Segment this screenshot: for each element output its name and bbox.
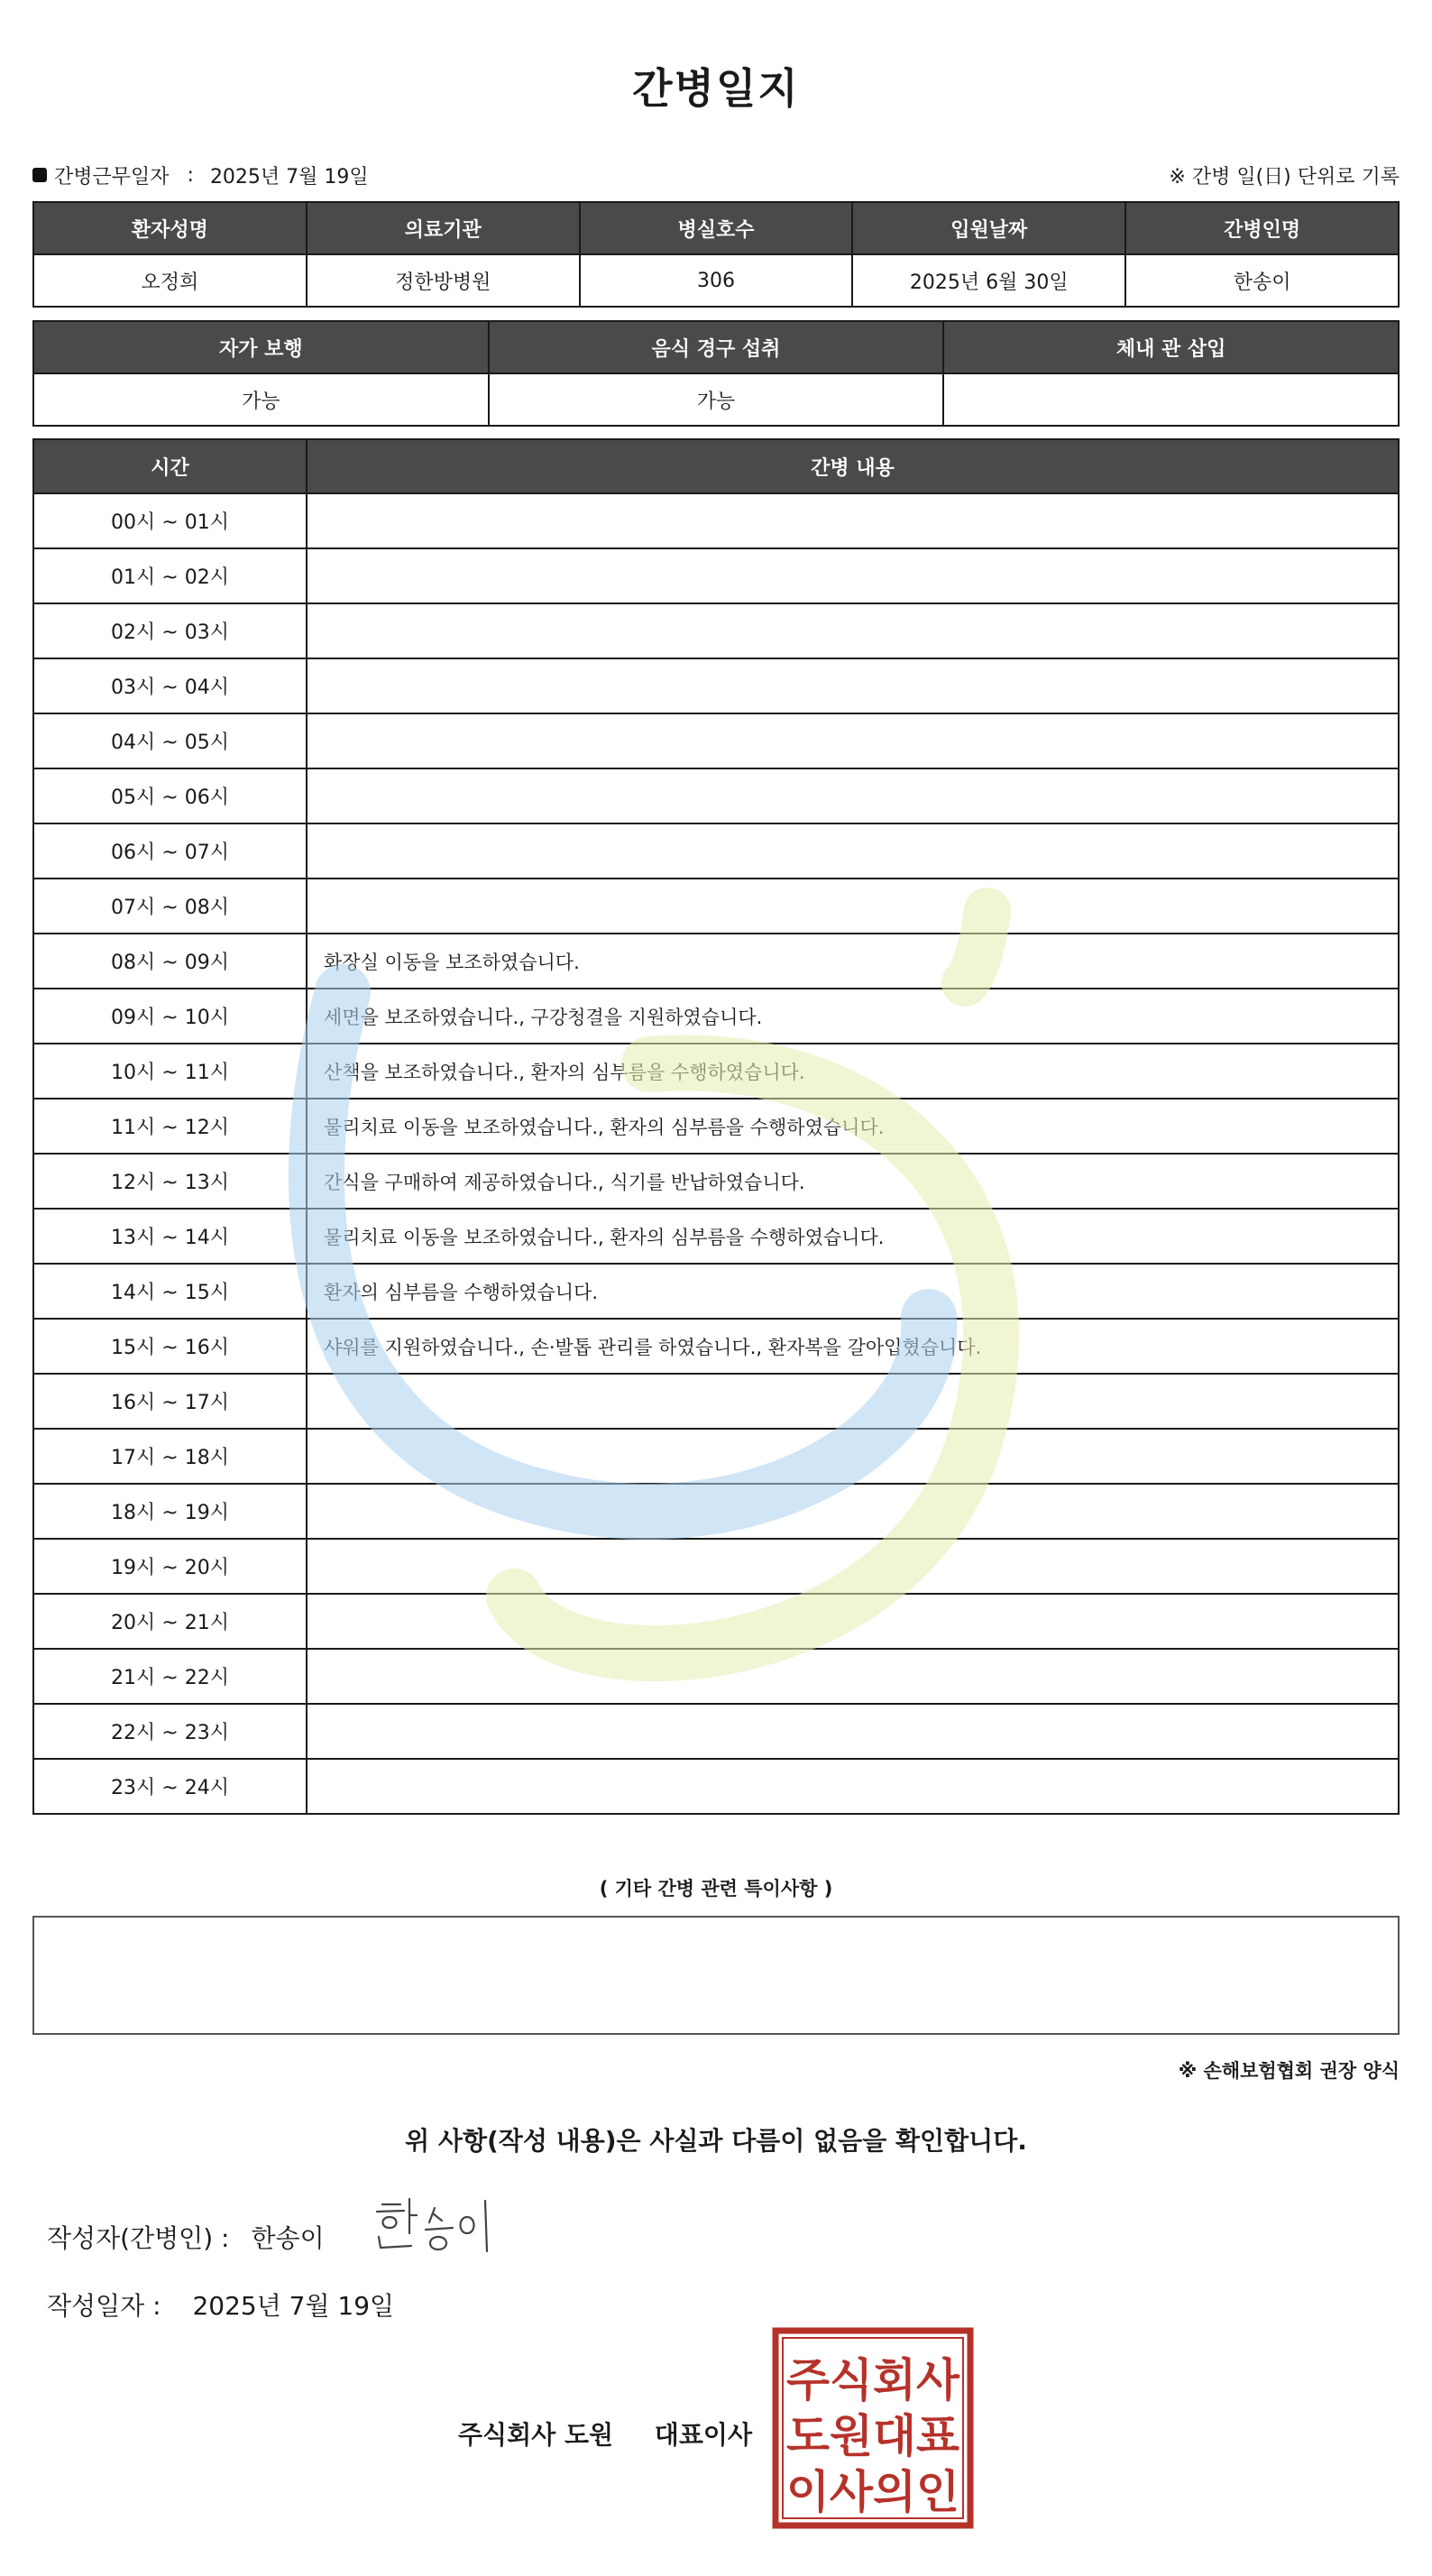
header-caregiver-name: 간병인명 bbox=[1125, 202, 1399, 254]
seal-line-2: 도원대표 bbox=[786, 2410, 960, 2462]
write-date-value: 2025년 7월 19일 bbox=[192, 2291, 395, 2321]
care-log-row bbox=[33, 1154, 1399, 1209]
care-log-row bbox=[33, 768, 1399, 823]
care-log-time-cell: 23시 ~ 24시 bbox=[33, 1759, 307, 1814]
company-seal-stamp bbox=[772, 2327, 974, 2529]
care-log-time-cell: 21시 ~ 22시 bbox=[33, 1649, 307, 1704]
meta-row bbox=[32, 159, 1400, 191]
care-log-time-cell: 12시 ~ 13시 bbox=[33, 1154, 307, 1209]
care-log-time-cell: 08시 ~ 09시 bbox=[33, 934, 307, 989]
form-source-note: ※ 손해보험협회 권장 양식 bbox=[1178, 2060, 1400, 2082]
care-log-time-cell: 07시 ~ 08시 bbox=[33, 879, 307, 934]
care-log-content-cell bbox=[307, 1374, 1399, 1429]
header-care-content: 간병 내용 bbox=[307, 439, 1399, 493]
document-title: 간병일지 bbox=[632, 64, 800, 113]
header-time: 시간 bbox=[33, 439, 307, 493]
care-log-content-cell: 간식을 구매하여 제공하였습니다., 식기를 반납하였습니다. bbox=[307, 1154, 1399, 1209]
care-log-time-cell: 22시 ~ 23시 bbox=[33, 1704, 307, 1759]
record-unit-note: ※ 간병 일(日) 단위로 기록 bbox=[1169, 165, 1400, 189]
care-log-time-cell: 01시 ~ 02시 bbox=[33, 548, 307, 603]
care-log-content-cell bbox=[307, 1704, 1399, 1759]
care-log-row bbox=[33, 548, 1399, 603]
tube-insertion-value bbox=[943, 373, 1399, 426]
patient-status-header-row bbox=[33, 321, 1399, 373]
patient-info-header-row bbox=[33, 202, 1399, 254]
care-log-time-cell: 00시 ~ 01시 bbox=[33, 493, 307, 548]
company-signoff bbox=[458, 2415, 752, 2452]
care-log-row bbox=[33, 1099, 1399, 1154]
care-log-content-cell: 환자의 심부름을 수행하였습니다. bbox=[307, 1264, 1399, 1319]
care-log-time-cell: 10시 ~ 11시 bbox=[33, 1044, 307, 1099]
header-tube-insertion: 체내 관 삽입 bbox=[943, 321, 1399, 373]
care-log-table bbox=[32, 438, 1400, 1815]
writer-name: 한송이 bbox=[251, 2223, 325, 2253]
care-log-time-cell: 18시 ~ 19시 bbox=[33, 1484, 307, 1539]
other-notes-box bbox=[32, 1916, 1400, 2035]
seal-line-1: 주식회사 bbox=[786, 2354, 960, 2406]
writer-row bbox=[47, 2219, 325, 2255]
hospital-value: 정한방병원 bbox=[307, 254, 580, 307]
care-log-row bbox=[33, 879, 1399, 934]
other-notes-title: ( 기타 간병 관련 특이사항 ) bbox=[599, 1878, 833, 1900]
care-log-row bbox=[33, 934, 1399, 989]
patient-name-value: 오정희 bbox=[33, 254, 307, 307]
care-log-content-cell bbox=[307, 603, 1399, 658]
header-oral-intake: 음식 경구 섭취 bbox=[489, 321, 944, 373]
care-log-time-cell: 16시 ~ 17시 bbox=[33, 1374, 307, 1429]
care-log-content-cell: 세면을 보조하였습니다., 구강청결을 지원하였습니다. bbox=[307, 989, 1399, 1044]
caregiver-name-value: 한송이 bbox=[1125, 254, 1399, 307]
care-log-content-cell bbox=[307, 1429, 1399, 1484]
work-date-label: 간병근무일자 bbox=[54, 165, 170, 189]
care-log-row bbox=[33, 1649, 1399, 1704]
care-log-time-cell: 13시 ~ 14시 bbox=[33, 1209, 307, 1264]
care-log-row bbox=[33, 1319, 1399, 1374]
header-self-walking: 자가 보행 bbox=[33, 321, 489, 373]
care-log-row bbox=[33, 1594, 1399, 1649]
seal-line-3: 이사의인 bbox=[786, 2466, 959, 2518]
handwritten-signature bbox=[370, 2192, 514, 2264]
header-patient-name: 환자성명 bbox=[33, 202, 307, 254]
care-log-content-cell bbox=[307, 493, 1399, 548]
care-log-content-cell: 샤워를 지원하였습니다., 손·발톱 관리를 하였습니다., 환자복을 갈아입혔습니다. bbox=[307, 1319, 1399, 1374]
confirmation-statement: 위 사항(작성 내용)은 사실과 다름이 없음을 확인합니다. bbox=[405, 2126, 1027, 2156]
care-log-row bbox=[33, 1759, 1399, 1814]
care-log-content-cell bbox=[307, 1594, 1399, 1649]
care-log-content-cell bbox=[307, 548, 1399, 603]
care-log-row bbox=[33, 1044, 1399, 1099]
care-log-time-cell: 14시 ~ 15시 bbox=[33, 1264, 307, 1319]
company-representative: 대표이사 bbox=[654, 2420, 752, 2450]
care-log-row bbox=[33, 493, 1399, 548]
care-log-row bbox=[33, 1429, 1399, 1484]
care-log-time-cell: 04시 ~ 05시 bbox=[33, 713, 307, 768]
care-log-header-row bbox=[33, 439, 1399, 493]
care-log-content-cell bbox=[307, 1484, 1399, 1539]
care-log-time-cell: 05시 ~ 06시 bbox=[33, 768, 307, 823]
care-log-content-cell bbox=[307, 879, 1399, 934]
care-log-row bbox=[33, 1374, 1399, 1429]
care-log-time-cell: 03시 ~ 04시 bbox=[33, 658, 307, 713]
care-log-content-cell bbox=[307, 658, 1399, 713]
care-log-row bbox=[33, 1539, 1399, 1594]
care-log-time-cell: 11시 ~ 12시 bbox=[33, 1099, 307, 1154]
care-log-content-cell: 화장실 이동을 보조하였습니다. bbox=[307, 934, 1399, 989]
care-log-time-cell: 06시 ~ 07시 bbox=[33, 823, 307, 879]
room-number-value: 306 bbox=[580, 254, 853, 307]
care-log-content-cell bbox=[307, 823, 1399, 879]
care-log-content-cell: 산책을 보조하였습니다., 환자의 심부름을 수행하였습니다. bbox=[307, 1044, 1399, 1099]
care-log-time-cell: 17시 ~ 18시 bbox=[33, 1429, 307, 1484]
care-log-time-cell: 20시 ~ 21시 bbox=[33, 1594, 307, 1649]
care-log-content-cell bbox=[307, 768, 1399, 823]
work-date-group bbox=[32, 161, 369, 189]
care-log-row bbox=[33, 1264, 1399, 1319]
care-log-row bbox=[33, 1209, 1399, 1264]
patient-info-table bbox=[32, 201, 1400, 308]
patient-status-value-row bbox=[33, 373, 1399, 426]
care-log-row bbox=[33, 823, 1399, 879]
care-log-row bbox=[33, 603, 1399, 658]
care-log-time-cell: 09시 ~ 10시 bbox=[33, 989, 307, 1044]
care-log-row bbox=[33, 713, 1399, 768]
patient-info-value-row bbox=[33, 254, 1399, 307]
patient-status-table bbox=[32, 320, 1400, 427]
care-log-time-cell: 19시 ~ 20시 bbox=[33, 1539, 307, 1594]
oral-intake-value: 가능 bbox=[489, 373, 944, 426]
write-date-label: 작성일자 : bbox=[47, 2291, 161, 2321]
care-log-time-cell: 15시 ~ 16시 bbox=[33, 1319, 307, 1374]
care-log-content-cell: 물리치료 이동을 보조하였습니다., 환자의 심부름을 수행하였습니다. bbox=[307, 1099, 1399, 1154]
care-log-body bbox=[33, 493, 1399, 1814]
admission-date-value: 2025년 6월 30일 bbox=[852, 254, 1125, 307]
care-log-content-cell bbox=[307, 1759, 1399, 1814]
work-date-value: 2025년 7월 19일 bbox=[209, 165, 369, 189]
care-log-content-cell: 물리치료 이동을 보조하였습니다., 환자의 심부름을 수행하였습니다. bbox=[307, 1209, 1399, 1264]
care-log-content-cell bbox=[307, 1539, 1399, 1594]
write-date-row bbox=[47, 2286, 394, 2323]
care-log-row bbox=[33, 989, 1399, 1044]
care-log-row bbox=[33, 1484, 1399, 1539]
writer-label: 작성자(간병인) : bbox=[47, 2223, 230, 2253]
header-hospital: 의료기관 bbox=[307, 202, 580, 254]
company-name: 주식회사 도원 bbox=[458, 2420, 614, 2450]
care-log-row bbox=[33, 658, 1399, 713]
care-log-content-cell bbox=[307, 713, 1399, 768]
care-log-row bbox=[33, 1704, 1399, 1759]
care-log-content-cell bbox=[307, 1649, 1399, 1704]
square-bullet-icon bbox=[32, 168, 47, 182]
header-admission-date: 입원날짜 bbox=[852, 202, 1125, 254]
care-log-time-cell: 02시 ~ 03시 bbox=[33, 603, 307, 658]
header-room-number: 병실호수 bbox=[580, 202, 853, 254]
self-walking-value: 가능 bbox=[33, 373, 489, 426]
work-date-colon: : bbox=[187, 163, 194, 187]
